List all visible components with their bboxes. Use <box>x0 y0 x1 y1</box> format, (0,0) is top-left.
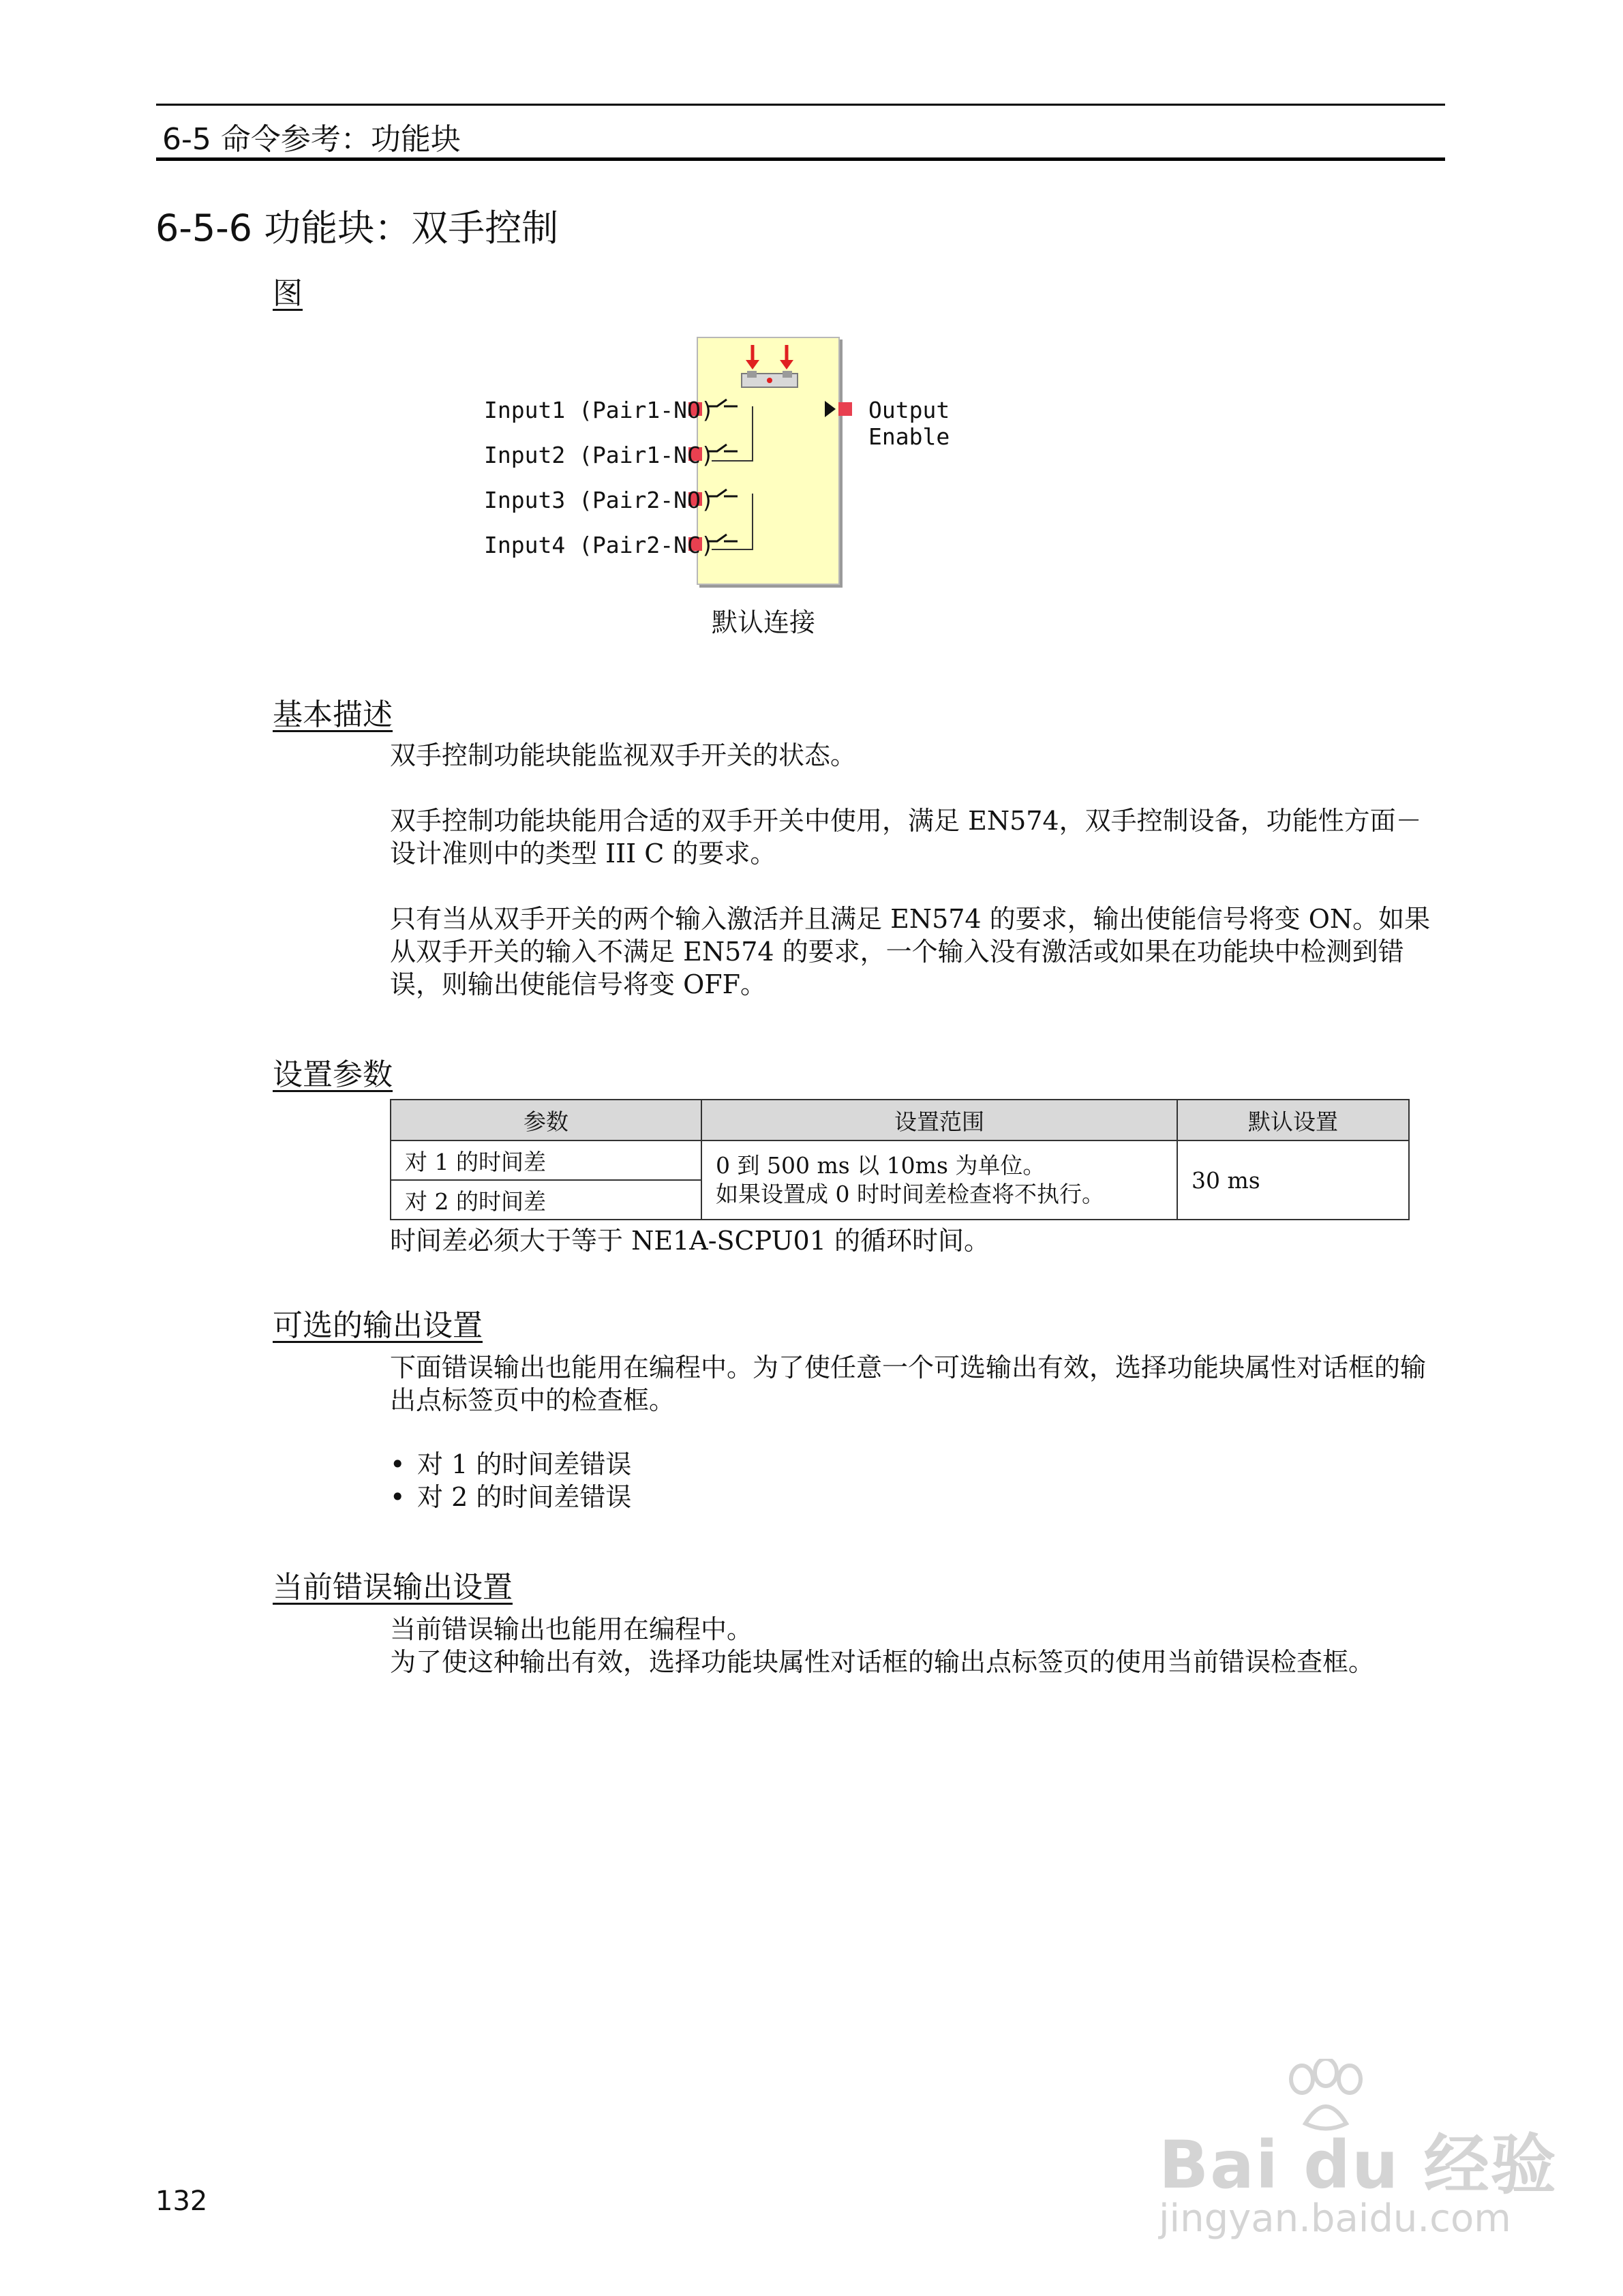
range-cell <box>701 1141 1177 1220</box>
page-title: 6-5-6 功能块：双手控制 <box>155 207 559 250</box>
column-header-default: 默认设置 <box>1177 1100 1409 1141</box>
figure-heading: 图 <box>273 276 303 311</box>
input4-label: Input4 (Pair2-NC) <box>484 532 714 558</box>
page-number: 132 <box>155 2186 208 2217</box>
basic-paragraph-1 <box>390 739 1440 772</box>
current-error-line-1: 当前错误输出也能用在编程中。 <box>390 1614 753 1644</box>
param-pair2: 对 2 的时间差 <box>391 1180 701 1220</box>
basic-paragraph-3 <box>390 903 1440 1001</box>
watermark-logo-text: Bai du 经验 <box>1159 2127 1558 2203</box>
function-block-body <box>697 337 840 585</box>
function-block-figure <box>470 334 1043 641</box>
basic-text-2: 双手控制功能块能用合适的双手开关中使用，满足 EN574，双手控制设备，功能性方面－设计准则中的类型 III C 的要求。 <box>390 806 1422 868</box>
current-error-heading: 当前错误输出设置 <box>273 1570 513 1605</box>
current-error-line-2: 为了使这种输出有效，选择功能块属性对话框的输出点标签页的使用当前错误检查框。 <box>390 1647 1375 1677</box>
input3-label: Input3 (Pair2-NO) <box>484 487 714 513</box>
output-enable-pin[interactable] <box>838 402 852 416</box>
optional-output-text: 下面错误输出也能用在编程中。为了使任意一个可选输出有效，选择功能块属性对话框的输出点标签页中的检查框。 <box>390 1353 1427 1415</box>
input2-label: Input2 (Pair1-NC) <box>484 442 714 468</box>
column-header-range: 设置范围 <box>701 1100 1177 1141</box>
optional-output-list <box>390 1448 631 1513</box>
column-header-parameter: 参数 <box>391 1100 701 1141</box>
header-bottom-rule <box>156 157 1445 161</box>
settings-note: 时间差必须大于等于 NE1A-SCPU01 的循环时间。 <box>390 1226 990 1256</box>
default-cell: 30 ms <box>1177 1141 1409 1220</box>
settings-table <box>390 1099 1410 1220</box>
settings-heading: 设置参数 <box>273 1057 393 1092</box>
basic-description-heading: 基本描述 <box>273 697 393 732</box>
current-error-text <box>390 1613 1440 1678</box>
output-enable-label: Output Enable <box>868 397 950 450</box>
param-pair1: 对 1 的时间差 <box>391 1141 701 1180</box>
output-arrow-icon <box>822 399 837 419</box>
input1-label: Input1 (Pair1-NO) <box>484 397 714 423</box>
watermark-url: jingyan.baidu.com <box>1159 2196 1511 2241</box>
basic-text-1: 双手控制功能块能监视双手开关的状态。 <box>390 740 857 770</box>
list-item: • 对 1 的时间差错误 <box>390 1448 631 1481</box>
table-row <box>391 1141 1409 1180</box>
list-item: • 对 2 的时间差错误 <box>390 1481 631 1513</box>
optional-output-heading: 可选的输出设置 <box>273 1308 483 1343</box>
basic-text-3: 只有当从双手开关的两个输入激活并且满足 EN574 的要求，输出使能信号将变 ON。如果从双手开关的输入不满足 EN574 的要求，一个输入没有激活或如果在功能块中检测到错误，则输出使能信号将变 OFF。 <box>390 904 1431 999</box>
figure-caption: 默认连接 <box>711 607 815 637</box>
header-top-rule <box>156 104 1445 106</box>
section-header: 6-5 命令参考：功能块 <box>162 122 461 157</box>
range-line-1: 0 到 500 ms 以 10ms 为单位。 <box>716 1152 1046 1179</box>
range-line-2: 如果设置成 0 时时间差检查将不执行。 <box>716 1181 1104 1207</box>
basic-paragraph-2 <box>390 804 1440 870</box>
